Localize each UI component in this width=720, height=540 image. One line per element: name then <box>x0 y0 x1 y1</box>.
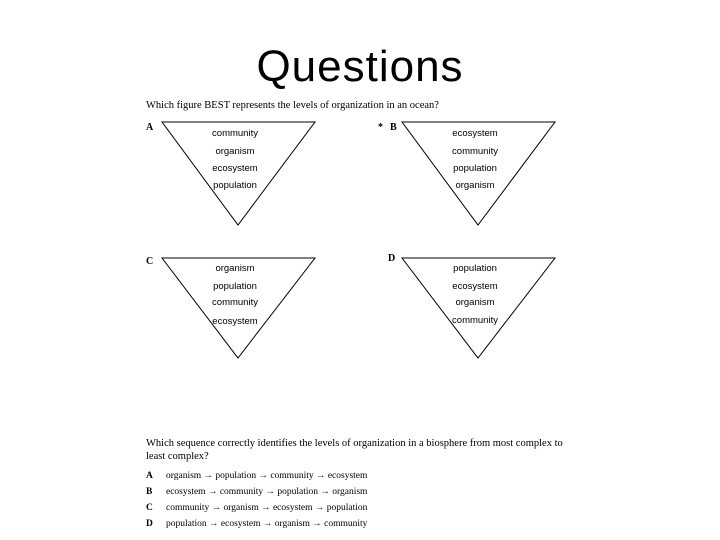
figure-c-level-3: community <box>212 297 258 308</box>
answer-text: ecosystem → community → population → organism <box>166 487 368 497</box>
answer-text: organism → population → community → ecosystem <box>166 471 368 481</box>
question-2-prompt: Which sequence correctly identifies the levels of organization in a biosphere from most complex to least complex? <box>146 438 563 462</box>
figure-c-level-4: ecosystem <box>212 316 258 327</box>
figure-b-level-4: organism <box>455 180 495 191</box>
figure-d-level-4: community <box>452 315 498 326</box>
answer-text: community → organism → ecosystem → population <box>166 503 368 513</box>
answer-letter: B <box>146 487 153 497</box>
question-1-prompt: Which figure BEST represents the levels of organization in an ocean? <box>146 100 439 111</box>
correct-answer-marker: * <box>378 122 383 133</box>
answer-letter: D <box>146 519 153 529</box>
figure-a-level-2: organism <box>215 146 255 157</box>
figure-b-level-3: population <box>453 163 497 174</box>
figure-d-level-3: organism <box>455 297 495 308</box>
figure-d-level-1: population <box>453 263 497 274</box>
slide-title: Questions <box>256 42 464 91</box>
figure-a-triangle <box>160 120 370 230</box>
figure-a-level-3: ecosystem <box>212 163 258 174</box>
figure-b-letter: B <box>390 122 397 133</box>
figure-d-triangle <box>400 256 610 366</box>
figure-d-level-2: ecosystem <box>452 281 498 292</box>
figure-c-level-2: population <box>213 281 257 292</box>
figure-a-letter: A <box>146 122 154 133</box>
figure-d-letter: D <box>388 253 396 264</box>
figure-c-letter: C <box>146 256 154 267</box>
answer-letter: A <box>146 471 153 481</box>
figure-b-level-1: ecosystem <box>452 128 498 139</box>
figure-b-triangle <box>400 120 610 230</box>
figure-a-level-1: community <box>212 128 258 139</box>
answer-letter: C <box>146 503 153 513</box>
figure-a-level-4: population <box>213 180 257 191</box>
figure-c-triangle <box>160 256 370 366</box>
figure-c-level-1: organism <box>215 263 255 274</box>
figure-b-level-2: community <box>452 146 498 157</box>
answer-text: population → ecosystem → organism → community <box>166 519 368 529</box>
